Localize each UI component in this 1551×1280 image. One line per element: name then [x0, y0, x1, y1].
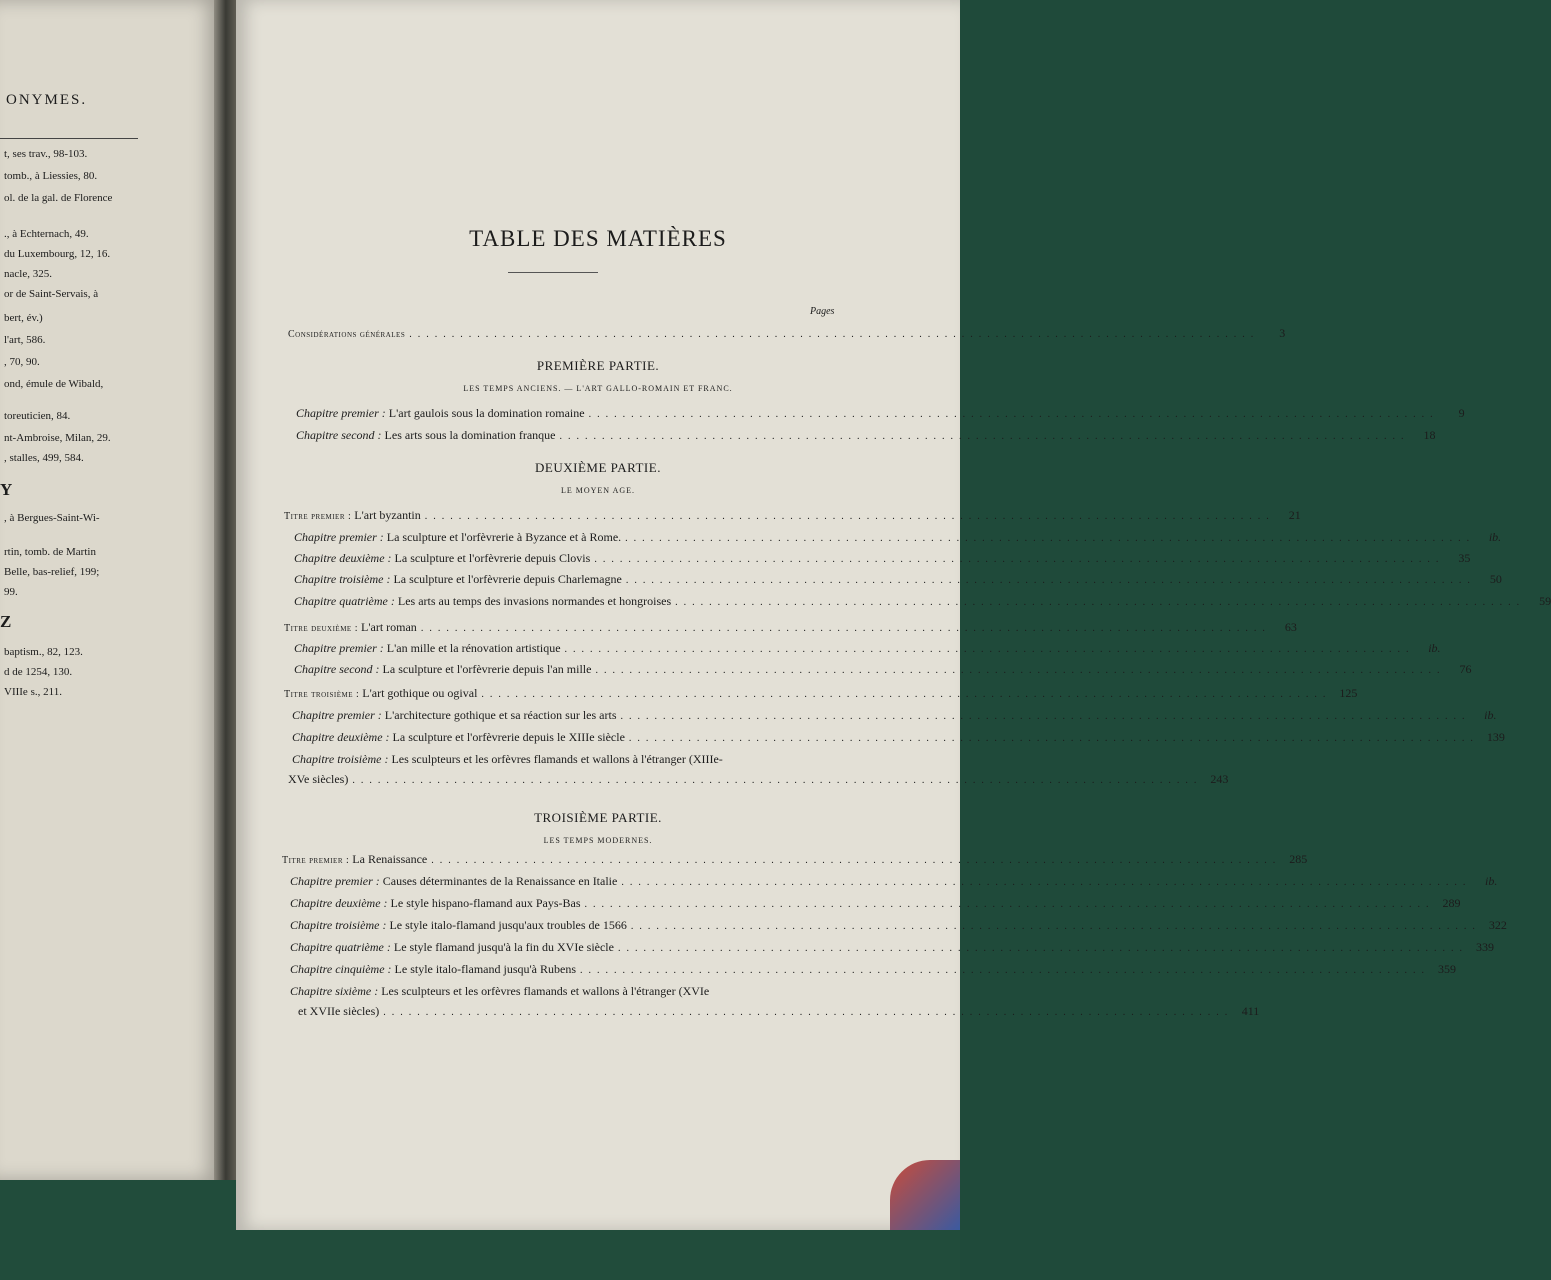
page-number: 411	[1241, 1004, 1260, 1018]
part-subtitle: LE MOYEN AGE.	[560, 486, 636, 495]
toc-entry	[294, 662, 1472, 677]
index-line: nt-Ambroise, Milan, 29.	[4, 432, 111, 444]
page-number: 63	[1284, 620, 1297, 634]
entry-text: L'art roman	[361, 620, 417, 634]
index-line: , à Bergues-Saint-Wi-	[4, 512, 100, 524]
entry-text: XVe siècles)	[288, 772, 349, 786]
page-number: 125	[1339, 686, 1358, 700]
index-line: , stalles, 499, 584.	[4, 452, 84, 464]
entry-text: L'an mille et la rénovation artistique	[386, 641, 561, 655]
page-number: 243	[1210, 772, 1229, 786]
page-number: 285	[1289, 852, 1308, 866]
index-line: bert, év.)	[4, 312, 43, 324]
toc-entry-considerations	[288, 326, 1286, 341]
entry-text: La sculpture et l'orfèvrerie à Byzance et à Rome.	[386, 530, 622, 544]
page-number: 76	[1459, 662, 1472, 676]
entry-text: Le style flamand jusqu'à la fin du XVIe siècle	[393, 940, 614, 954]
page-number: 35	[1458, 551, 1471, 565]
leader-dots: ....................................................................................................	[431, 855, 1282, 866]
page-number: ib.	[1485, 874, 1498, 888]
part-title: PREMIÈRE PARTIE.	[536, 358, 660, 373]
toc-entry	[292, 752, 840, 767]
leader-dots: ....................................................................................................	[383, 1007, 1234, 1018]
entry-text: L'architecture gothique et sa réaction sur les arts	[384, 708, 617, 722]
entry-label: Titre deuxième :	[284, 623, 358, 634]
leader-dots: ....................................................................................................	[628, 733, 1479, 744]
leader-dots: ....................................................................................................	[564, 644, 1415, 655]
toc-entry	[290, 874, 1498, 889]
toc-entry	[290, 896, 1461, 911]
entry-label: Considérations générales	[288, 329, 406, 340]
leader-dots: ....................................................................................................	[579, 965, 1430, 976]
entry-text: Causes déterminantes de la Renaissance en Italie	[382, 874, 618, 888]
index-line: toreuticien, 84.	[4, 410, 71, 422]
toc-entry-continuation	[288, 772, 1229, 787]
page-title: TABLE DES MATIÈRES	[469, 226, 727, 251]
part-subtitle: LES TEMPS ANCIENS. — L'ART GALLO-ROMAIN ET FRANC.	[463, 384, 733, 393]
pages-label: Pages	[810, 306, 835, 317]
entry-text: L'art gothique ou ogival	[362, 686, 478, 700]
entry-text: Les arts sous la domination franque	[384, 428, 556, 442]
entry-text: Le style italo-flamand jusqu'à Rubens	[394, 962, 576, 976]
page-number: 289	[1442, 896, 1461, 910]
index-line: ond, émule de Wibald,	[4, 378, 104, 390]
index-line: tomb., à Liessies, 80.	[4, 170, 98, 182]
page-number: 339	[1475, 940, 1494, 954]
entry-label: Chapitre troisième :	[294, 572, 391, 586]
leader-dots: ....................................................................................................	[594, 554, 1445, 565]
toc-title-entry	[282, 852, 1308, 867]
index-line: nacle, 325.	[4, 268, 52, 280]
entry-label: Chapitre quatrième :	[294, 594, 395, 608]
index-line: d de 1254, 130.	[4, 666, 73, 678]
part-title: TROISIÈME PARTIE.	[534, 810, 662, 825]
index-letter: Z	[0, 612, 12, 631]
entry-text: La sculpture et l'orfèvrerie depuis Charlemagne	[393, 572, 622, 586]
entry-text: Les sculpteurs et les orfèvres flamands et wallons à l'étranger (XIIIe-	[391, 752, 723, 766]
page-number: 18	[1423, 428, 1436, 442]
page-number: 322	[1488, 918, 1507, 932]
leader-dots: ....................................................................................................	[584, 899, 1435, 910]
entry-label: Titre premier :	[282, 855, 350, 866]
toc-entry	[296, 428, 1436, 443]
index-line: baptism., 82, 123.	[4, 646, 83, 658]
title-rule	[508, 272, 598, 273]
leader-dots: ....................................................................................................	[409, 329, 1260, 340]
toc-entry	[292, 708, 1497, 723]
page-number: 21	[1288, 508, 1301, 522]
index-line: du Luxembourg, 12, 16.	[4, 248, 111, 260]
right-page	[236, 0, 1551, 1230]
leader-dots: ....................................................................................................	[352, 775, 1203, 786]
toc-entry	[294, 641, 1441, 656]
entry-label: Chapitre troisième :	[292, 752, 389, 766]
left-page	[0, 0, 222, 1180]
entry-text: La sculpture et l'orfèvrerie depuis le XIIIe siècle	[392, 730, 625, 744]
entry-text: L'art gaulois sous la domination romaine	[388, 406, 585, 420]
entry-label: Chapitre sixième :	[290, 984, 379, 998]
part-title: DEUXIÈME PARTIE.	[535, 460, 661, 475]
page-number: ib.	[1484, 708, 1497, 722]
page-number: 9	[1458, 406, 1465, 420]
page-number: 59	[1539, 594, 1551, 608]
decorative-fabric	[890, 1160, 960, 1230]
index-line: 99.	[4, 586, 18, 598]
index-letter: Y	[0, 480, 13, 499]
page-number: ib.	[1428, 641, 1441, 655]
entry-label: Chapitre quatrième :	[290, 940, 391, 954]
entry-text: Le style italo-flamand jusqu'aux troubles de 1566	[389, 918, 627, 932]
entry-label: Chapitre premier :	[290, 874, 380, 888]
toc-entry-continuation	[298, 1004, 1260, 1019]
toc-title-entry	[284, 620, 1297, 635]
entry-text: Le style hispano-flamand aux Pays-Bas	[390, 896, 581, 910]
page-number: 139	[1486, 730, 1505, 744]
leader-dots: ....................................................................................................	[630, 921, 1481, 932]
entry-text: La sculpture et l'orfèvrerie depuis Clovis	[394, 551, 591, 565]
entry-text: Les sculpteurs et les orfèvres flamands et wallons à l'étranger (XVIe	[381, 984, 710, 998]
header-rule	[0, 138, 138, 139]
toc-entry	[292, 730, 1505, 745]
leader-dots: ....................................................................................................	[675, 597, 1526, 608]
toc-entry	[294, 594, 1551, 609]
index-line: l'art, 586.	[4, 334, 46, 346]
index-line: or de Saint-Servais, à	[4, 288, 99, 300]
entry-label: Chapitre second :	[296, 428, 382, 442]
index-line: , 70, 90.	[4, 356, 40, 368]
part-subtitle: LES TEMPS MODERNES.	[543, 836, 653, 845]
index-line: t, ses trav., 98-103.	[4, 148, 88, 160]
leader-dots: ....................................................................................................	[424, 511, 1275, 522]
leader-dots: ....................................................................................................	[420, 623, 1271, 634]
toc-entry	[294, 530, 1502, 545]
toc-entry	[296, 406, 1465, 421]
entry-label: Chapitre premier :	[294, 530, 384, 544]
leader-dots: ....................................................................................................	[625, 533, 1476, 544]
leader-dots: ....................................................................................................	[595, 665, 1446, 676]
page-number: ib.	[1488, 530, 1502, 544]
index-line: VIIIe s., 211.	[4, 686, 62, 698]
toc-title-entry	[284, 508, 1301, 523]
left-page-header: ONYMES.	[6, 92, 88, 108]
toc-entry	[294, 551, 1471, 566]
toc-entry	[290, 984, 840, 999]
index-line: Belle, bas-relief, 199;	[4, 566, 100, 578]
toc-entry	[290, 918, 1507, 933]
entry-label: Chapitre cinquième :	[290, 962, 392, 976]
leader-dots: ....................................................................................................	[617, 943, 1468, 954]
entry-label: Chapitre premier :	[296, 406, 386, 420]
entry-label: Chapitre premier :	[294, 641, 384, 655]
entry-label: Titre premier :	[284, 511, 352, 522]
toc-entry	[290, 940, 1494, 955]
toc-title-entry	[284, 686, 1358, 701]
page-number: 3	[1279, 326, 1286, 340]
entry-label: Chapitre premier :	[292, 708, 382, 722]
entry-label: Chapitre deuxième :	[290, 896, 388, 910]
leader-dots: ....................................................................................................	[588, 409, 1439, 420]
leader-dots: ....................................................................................................	[620, 711, 1471, 722]
entry-text: La Renaissance	[352, 852, 428, 866]
toc-entry	[294, 572, 1502, 587]
index-line: ., à Echternach, 49.	[4, 228, 89, 240]
entry-label: Chapitre deuxième :	[292, 730, 390, 744]
toc-entry	[290, 962, 1456, 977]
leader-dots: ....................................................................................................	[625, 575, 1476, 586]
leader-dots: ....................................................................................................	[481, 689, 1332, 700]
entry-label: Titre troisième :	[284, 689, 360, 700]
page-number: 359	[1437, 962, 1456, 976]
index-line: rtin, tomb. de Martin	[4, 546, 96, 558]
leader-dots: ....................................................................................................	[621, 877, 1472, 888]
entry-text: et XVIIe siècles)	[298, 1004, 380, 1018]
entry-text: Les arts au temps des invasions normandes et hongroises	[397, 594, 672, 608]
entry-text: L'art byzantin	[354, 508, 421, 522]
entry-text: La sculpture et l'orfèvrerie depuis l'an mille	[382, 662, 592, 676]
entry-label: Chapitre second :	[294, 662, 380, 676]
entry-label: Chapitre deuxième :	[294, 551, 392, 565]
entry-label: Chapitre troisième :	[290, 918, 387, 932]
leader-dots: ....................................................................................................	[559, 431, 1410, 442]
index-line: ol. de la gal. de Florence	[4, 192, 113, 204]
page-number: 50	[1489, 572, 1502, 586]
